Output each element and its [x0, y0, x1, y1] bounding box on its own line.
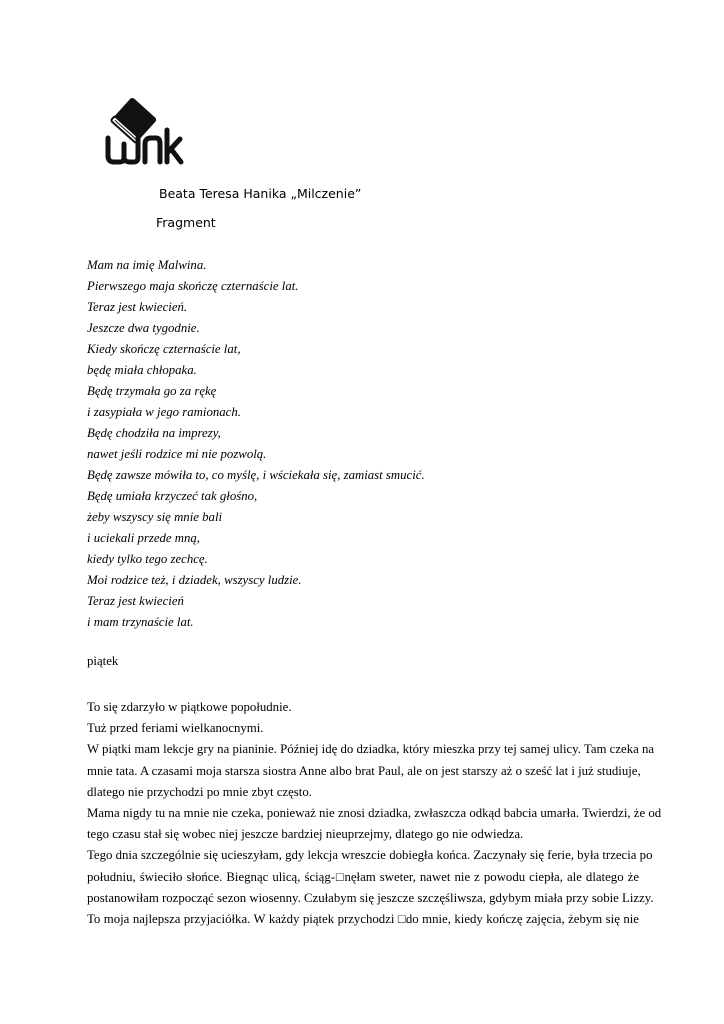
poem-line: Będę umiała krzyczeć tak głośno, [87, 489, 258, 503]
prose-line: południu, świeciło słońce. Biegnąc ulicą, ściąg-□nęłam sweter, nawet nie z powodu ciepła, ale dlatego że [87, 869, 639, 884]
poem-line: Pierwszego maja skończę czternaście lat. [87, 279, 299, 293]
poem-line: Będę chodziła na imprezy, [87, 426, 221, 440]
prose-line: mnie tata. A czasami moja starsza siostra Anne albo brat Paul, ale on jest starszy aż o sześć lat i już studiuje, [87, 763, 641, 778]
poem-block [87, 255, 425, 633]
poem-line: nawet jeśli rodzice mi nie pozwolą. [87, 447, 267, 461]
document-subtitle: Fragment [156, 215, 216, 230]
poem-line: i mam trzynaście lat. [87, 615, 194, 629]
prose-line: Tego dnia szczególnie się ucieszyłam, gdy lekcja wreszcie dobiegła końca. Zaczynały się ferie, była trzecia po [87, 848, 653, 863]
poem-line: będę miała chłopaka. [87, 363, 197, 377]
prose-block [87, 697, 662, 930]
prose-line: tego czasu stał się wobec niej jeszcze bardziej nieuprzejmy, dlatego go nie odwiedza. [87, 827, 524, 842]
poem-line: Będę zawsze mówiła to, co myślę, i wściekała się, zamiast smucić. [87, 468, 425, 482]
poem-line: Teraz jest kwiecień [87, 594, 184, 608]
prose-line: W piątki mam lekcje gry na pianinie. Później idę do dziadka, który mieszka przy tej samej ulicy. Tam czeka na [87, 742, 655, 757]
poem-line: Jeszcze dwa tygodnie. [87, 321, 200, 335]
book-logo-icon [100, 86, 186, 170]
prose-line: To się zdarzyło w piątkowe popołudnie. [87, 700, 292, 714]
poem-line: Mam na imię Malwina. [87, 258, 207, 272]
poem-line: i zasypiała w jego ramionach. [87, 405, 241, 419]
prose-line: Tuż przed feriami wielkanocnymi. [87, 721, 264, 736]
day-heading: piątek [87, 654, 119, 668]
poem-line: żeby wszyscy się mnie bali [87, 510, 223, 524]
prose-line: postanowiłam rozpocząć sezon wiosenny. Czułabym się jeszcze szczęśliwsza, gdybym miała przy sobie Lizzy. [87, 890, 654, 905]
prose-line: Mama nigdy tu na mnie nie czeka, ponieważ nie znosi dziadka, zwłaszcza odkąd babcia umarła. Twierdzi, że od [87, 805, 662, 820]
poem-line: Teraz jest kwiecień. [87, 300, 188, 314]
poem-line: Będę trzymała go za rękę [87, 384, 217, 398]
poem-line: i uciekali przede mną, [87, 531, 201, 545]
poem-line: Kiedy skończę czternaście lat, [87, 342, 241, 356]
poem-line: Moi rodzice też, i dziadek, wszyscy ludzie. [87, 573, 302, 587]
poem-line: kiedy tylko tego zechcę. [87, 552, 208, 566]
prose-line: To moja najlepsza przyjaciółka. W każdy piątek przychodzi □do mnie, kiedy kończę zajęcia, żebym się nie [87, 911, 639, 926]
document-title: Beata Teresa Hanika „Milczenie” [159, 186, 362, 201]
prose-line: dlatego nie przychodzi po mnie zbyt często. [87, 784, 312, 799]
publisher-logo [100, 86, 186, 170]
